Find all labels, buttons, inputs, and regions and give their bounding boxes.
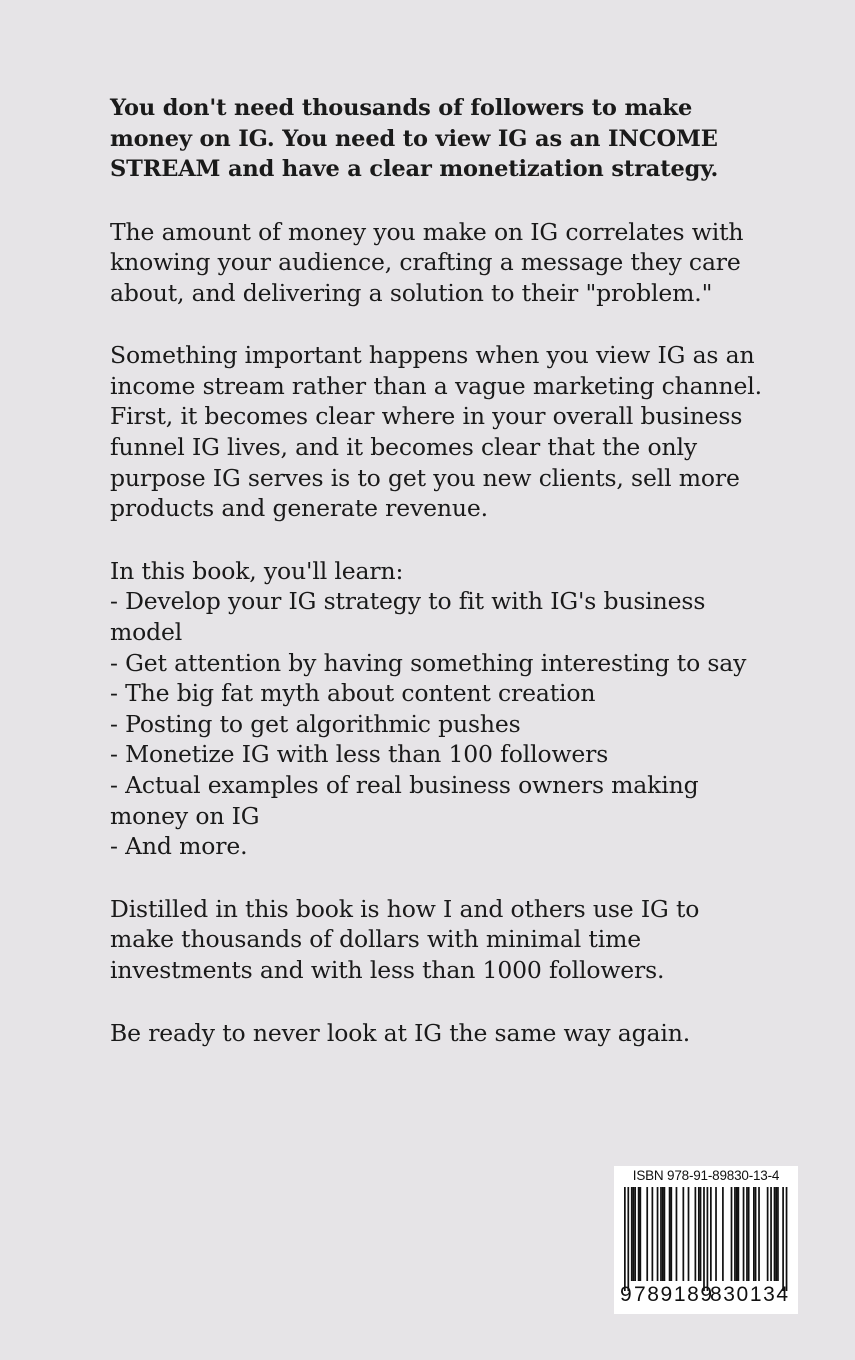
lead-paragraph	[110, 93, 770, 185]
list-item: - And more.	[110, 832, 248, 861]
barcode-bar	[775, 1187, 777, 1281]
income-stream-paragraph	[110, 340, 770, 524]
list-item: model	[110, 618, 183, 647]
barcode-bar	[700, 1187, 702, 1281]
barcode-bar	[722, 1187, 724, 1281]
barcode-bar	[770, 1187, 772, 1281]
list-item: - Actual examples of real business owners making	[110, 771, 699, 799]
barcode-digit-group-right: 830134	[710, 1283, 790, 1306]
barcode-bar	[660, 1187, 662, 1281]
barcode-bar	[758, 1187, 760, 1281]
list-item: - Monetize IG with less than 100 followers	[110, 740, 609, 769]
barcode-bar	[657, 1187, 659, 1281]
barcode-bar	[782, 1187, 784, 1291]
barcode-bar	[746, 1187, 748, 1281]
learn-list	[110, 556, 770, 862]
barcode-bar	[652, 1187, 654, 1281]
barcode-bar	[634, 1187, 636, 1281]
barcode-bar	[755, 1187, 757, 1281]
barcode-bar	[743, 1187, 745, 1281]
barcode-bar	[631, 1187, 633, 1281]
barcode-digit-first: 9	[620, 1283, 632, 1306]
text-line: You don't need thousands of followers to make	[110, 95, 693, 121]
barcode-bar	[627, 1187, 629, 1291]
text-line: funnel IG lives, and it becomes clear that the only	[110, 433, 697, 462]
barcode-bar	[715, 1187, 717, 1281]
text-line: purpose IG serves is to get you new clients, sell more	[110, 463, 740, 492]
barcode-bar	[639, 1187, 641, 1281]
barcode-bar	[638, 1187, 640, 1281]
text-line: about, and delivering a solution to their "problem."	[110, 278, 713, 307]
list-item: - Get attention by having something interesting to say	[110, 648, 747, 677]
barcode-bar	[695, 1187, 697, 1281]
text-line: First, it becomes clear where in your overall business	[110, 402, 743, 431]
text-line: The amount of money you make on IG correlates with	[110, 217, 744, 246]
text-line: Something important happens when you view IG as an	[110, 341, 755, 370]
distilled-paragraph	[110, 894, 770, 986]
list-item: - Posting to get algorithmic pushes	[110, 709, 521, 738]
barcode-bar	[710, 1187, 712, 1281]
barcode-bar	[698, 1187, 700, 1281]
learn-heading: In this book, you'll learn:	[110, 556, 404, 585]
barcode-bar	[734, 1187, 736, 1281]
isbn-label: ISBN 978-91-89830-13-4	[632, 1168, 780, 1183]
barcode-bar	[664, 1187, 666, 1281]
barcode-digit-group-left: 789189	[634, 1283, 714, 1306]
barcode-bar	[774, 1187, 776, 1281]
closing-paragraph	[110, 1018, 770, 1049]
barcode-bar	[767, 1187, 769, 1281]
barcode-bar	[633, 1187, 635, 1281]
text-line: income stream rather than a vague marketing channel.	[110, 371, 762, 400]
barcode-bar	[738, 1187, 740, 1281]
barcode-bar	[753, 1187, 755, 1281]
list-item: - Develop your IG strategy to fit with IG's business	[110, 587, 706, 616]
barcode-bar	[703, 1187, 705, 1291]
barcode-bar	[707, 1187, 709, 1291]
barcode-bar	[662, 1187, 664, 1281]
barcode-bar	[736, 1187, 738, 1281]
text-line: make thousands of dollars with minimal time	[110, 925, 641, 954]
isbn-barcode	[614, 1166, 798, 1314]
list-item: money on IG	[110, 801, 260, 830]
barcode-bar	[682, 1187, 684, 1281]
barcode-bar	[688, 1187, 690, 1281]
barcode-bar	[786, 1187, 788, 1291]
text-line: money on IG. You need to view IG as an INCOME	[110, 125, 718, 152]
audience-paragraph	[110, 217, 770, 309]
barcode-bar	[646, 1187, 648, 1281]
text-line: Distilled in this book is how I and others use IG to	[110, 894, 700, 923]
barcode-bar	[777, 1187, 779, 1281]
text-line: STREAM and have a clear monetization strategy.	[110, 156, 719, 182]
barcode-bar	[731, 1187, 733, 1281]
barcode-bar	[669, 1187, 671, 1281]
text-line: products and generate revenue.	[110, 494, 488, 523]
text-line: investments and with less than 1000 followers.	[110, 955, 665, 984]
list-item: - The big fat myth about content creation	[110, 679, 596, 708]
barcode-bar	[676, 1187, 678, 1281]
barcode-bar	[624, 1187, 626, 1291]
text-line: knowing your audience, crafting a message they care	[110, 248, 741, 277]
barcode-bar	[670, 1187, 672, 1281]
text-line: Be ready to never look at IG the same way again.	[110, 1018, 691, 1047]
barcode-bar	[748, 1187, 750, 1281]
back-cover-text	[110, 93, 770, 1080]
barcode-bars-icon	[614, 1187, 798, 1291]
